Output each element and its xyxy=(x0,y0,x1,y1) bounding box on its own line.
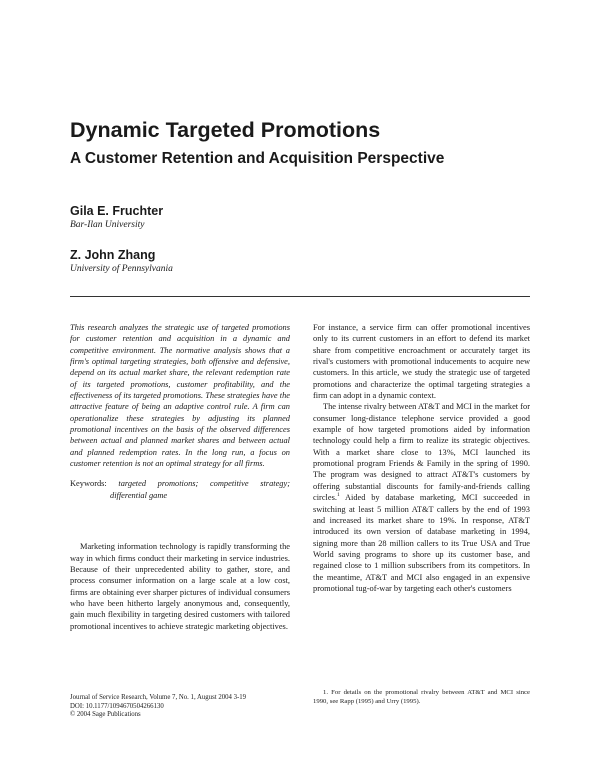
intro-body xyxy=(70,541,290,632)
journal-citation: Journal of Service Research, Volume 7, No. 1, August 2004 3-19 xyxy=(70,694,247,701)
article-subtitle: A Customer Retention and Acquisition Perspective xyxy=(70,150,445,167)
keywords-label: Keywords: xyxy=(70,479,107,489)
keywords xyxy=(70,478,290,501)
body-paragraph: For instance, a service firm can offer promotional incentives only to its current customers in an effort to defend its market share from competitive encroachment or accurately target its rival's customers with promotional inducements to acquire new customers. In this article, we study the strategic use of targeted promotions and characterize the optimal targeting strategies a firm can adopt in a dynamic context. xyxy=(313,323,530,401)
author-affiliation: Bar-Ilan University xyxy=(70,220,145,230)
header-divider xyxy=(70,296,530,297)
journal-copyright: © 2004 Sage Publications xyxy=(70,711,141,719)
journal-doi: DOI: 10.1177/1094670504266130 xyxy=(70,702,164,710)
right-column xyxy=(313,322,530,594)
body-paragraph xyxy=(313,401,530,594)
footnote: 1. For details on the promotional rivalry between AT&T and MCI since 1990, see Rapp (1995) and Urry (1995). xyxy=(313,689,530,705)
body-text-span: The intense rivalry between AT&T and MCI in the market for consumer long-distance telephone service provided a good example of how targeted promotions aided by information technology could help a firm to realize its strategic objectives. With a market share close to 13%, MCI launched its promotional program Friends & Family in the spring of 1990. The program was designed to attract AT&T's customers by offering substantial discounts for family-and-friends calling circles. xyxy=(313,402,530,503)
footnote-reference: 1 xyxy=(336,492,340,499)
journal-info xyxy=(70,694,300,720)
author-name: Gila E. Fruchter xyxy=(70,204,164,218)
author-affiliation: University of Pennsylvania xyxy=(70,264,173,274)
body-text-span: Aided by database marketing, MCI succeeded in switching at least 5 million AT&T callers by the end of 1993 and increased its market share to 19%. In response, AT&T introduced its own version of database marketing in 1994, signing more than 28 million callers to its True USA and True World saving programs to shore up its customer base, and regained close to 1 million subscribers from its competitors. In the meantime, AT&T and MCI also engaged in an expensive promotional tug-of-war by targeting each other's customers xyxy=(313,493,530,593)
keywords-text: targeted promotions; competitive strategy; differential game xyxy=(110,479,290,500)
abstract: This research analyzes the strategic use of targeted promotions for customer retention and acquisition in a dynamic and competitive environment. The normative analysis shows that a firm's optimal targeting strategies, both offensive and defensive, depend on its actual market share, the relevant redemption rate of its targeted promotions, customer profitability, and the effectiveness of its targeted promotions. These strategies have the attractive feature of being an adaptive control rule. A firm can operationalize these strategies by adjusting its planned promotional incentives on the basis of the observed differences between actual and planned market shares and between actual and planned redemption rates. In the long run, a focus on customer retention is not an optimal strategy for all firms. xyxy=(70,323,290,469)
author-name: Z. John Zhang xyxy=(70,248,156,262)
article-title: Dynamic Targeted Promotions xyxy=(70,118,381,142)
body-paragraph: Marketing information technology is rapidly transforming the way in which firms conduct their marketing in service industries. Because of their unprecedented ability to gather, store, and process consumer information on a large scale at a low cost, firms are obtaining ever sharper pictures of individual consumers who have been hitherto largely anonymous and, consequently, gain much flexibility in targeting desired customers with tailored promotional incentives to achieve strategic marketing objectives. xyxy=(70,542,290,631)
left-column xyxy=(70,322,290,632)
